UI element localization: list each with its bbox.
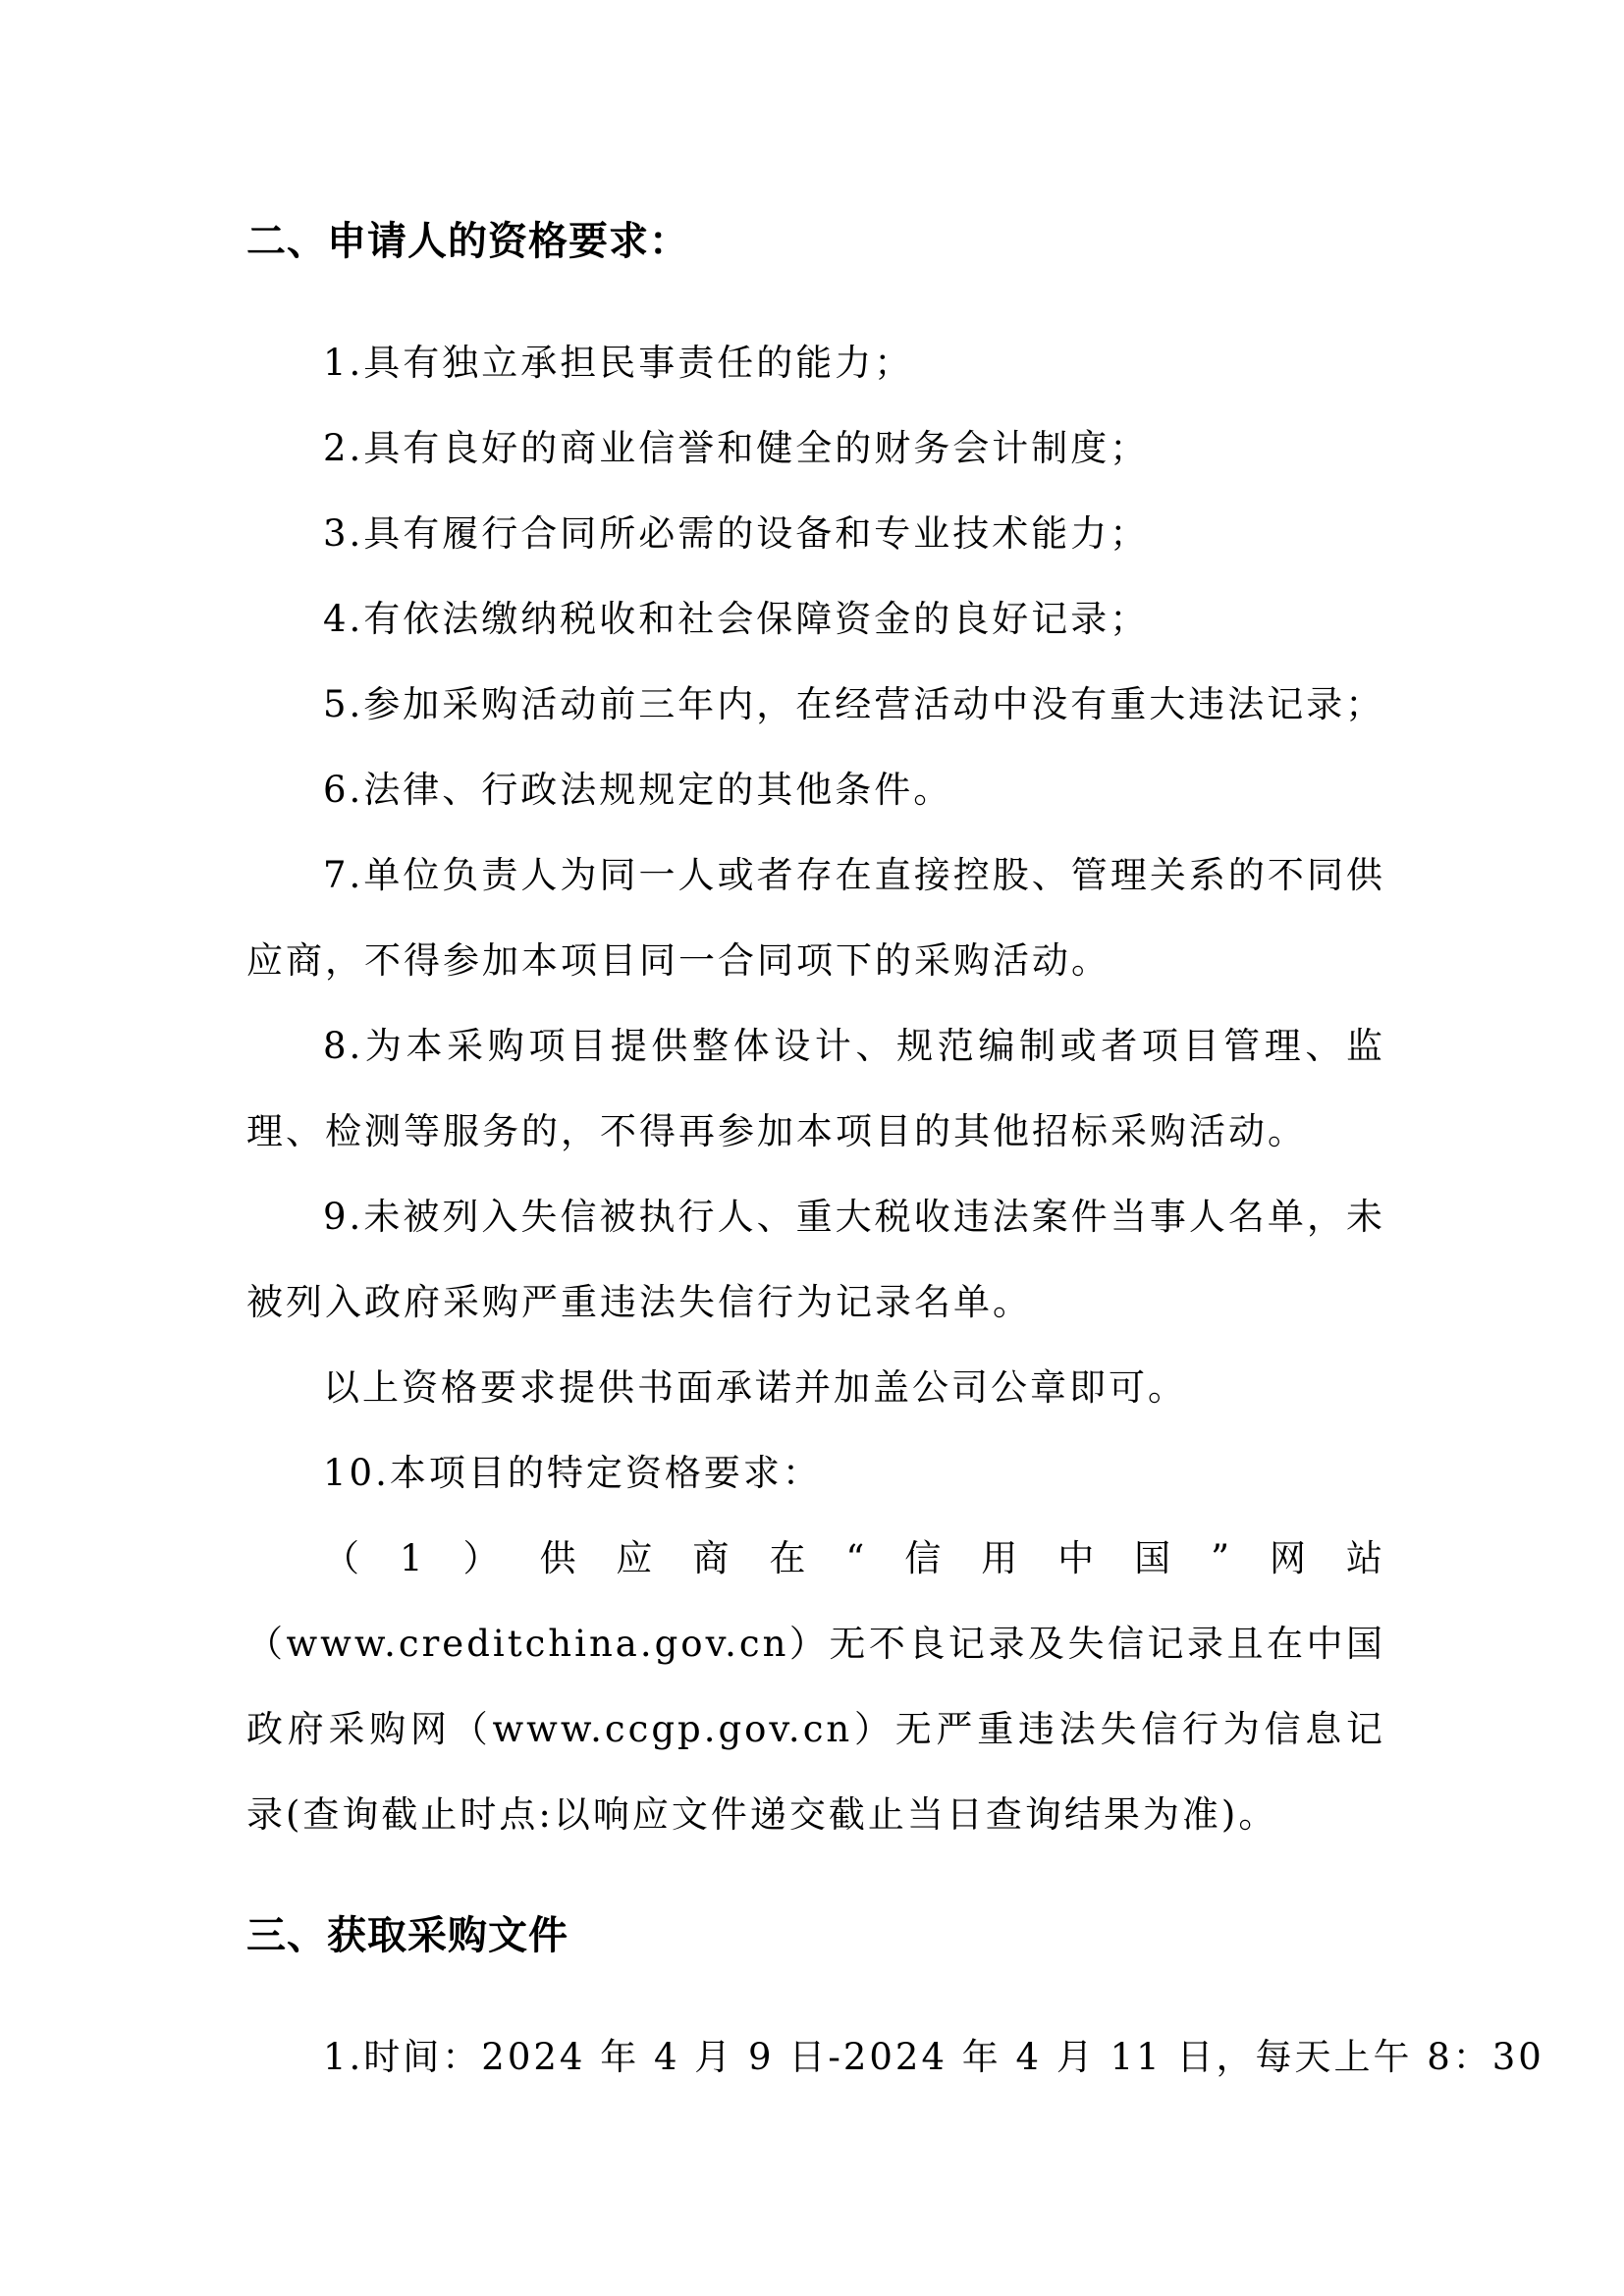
qualification-item-3: 3.具有履行合同所必需的设备和专业技术能力； bbox=[323, 512, 1150, 555]
section-heading-qualifications: 二、申请人的资格要求： bbox=[246, 219, 689, 264]
obtain-time-line: 1.时间：2024 年 4 月 9 日-2024 年 4 月 11 日，每天上午 8：30 bbox=[323, 2036, 1544, 2078]
section-heading-obtain-documents: 三、获取采购文件 bbox=[246, 1913, 568, 1958]
qualification-note: 以上资格要求提供书面承诺并加盖公司公章即可。 bbox=[323, 1366, 1187, 1409]
qualification-item-5: 5.参加采购活动前三年内，在经营活动中没有重大违法记录； bbox=[323, 683, 1385, 725]
qualification-item-8: 8.为本采购项目提供整体设计、规范编制或者项目管理、监理、检测等服务的，不得再参加本项目的其他招标采购活动。 bbox=[246, 1025, 1385, 1152]
specific-qualification-item-1: （1）供应商在“信用中国”网站（www.creditchina.gov.cn）无不良记录及失信记录且在中国政府采购网（www.ccgp.gov.cn）无严重违法失信行为信息记录(查询截止时点:以响应文件递交截止当日查询结果为准)。 bbox=[246, 1537, 1385, 1836]
qualification-item-2: 2.具有良好的商业信誉和健全的财务会计制度； bbox=[323, 427, 1150, 469]
qualification-item-9: 9.未被列入失信被执行人、重大税收违法案件当事人名单，未被列入政府采购严重违法失信行为记录名单。 bbox=[246, 1196, 1385, 1323]
qualification-item-6: 6.法律、行政法规规定的其他条件。 bbox=[323, 769, 953, 811]
specific-qualification-heading: 10.本项目的特定资格要求： bbox=[323, 1452, 822, 1494]
qualification-item-1: 1.具有独立承担民事责任的能力； bbox=[323, 342, 914, 384]
qualification-item-7: 7.单位负责人为同一人或者存在直接控股、管理关系的不同供应商，不得参加本项目同一合同项下的采购活动。 bbox=[246, 854, 1385, 982]
qualification-item-4: 4.有依法缴纳税收和社会保障资金的良好记录； bbox=[323, 598, 1150, 640]
